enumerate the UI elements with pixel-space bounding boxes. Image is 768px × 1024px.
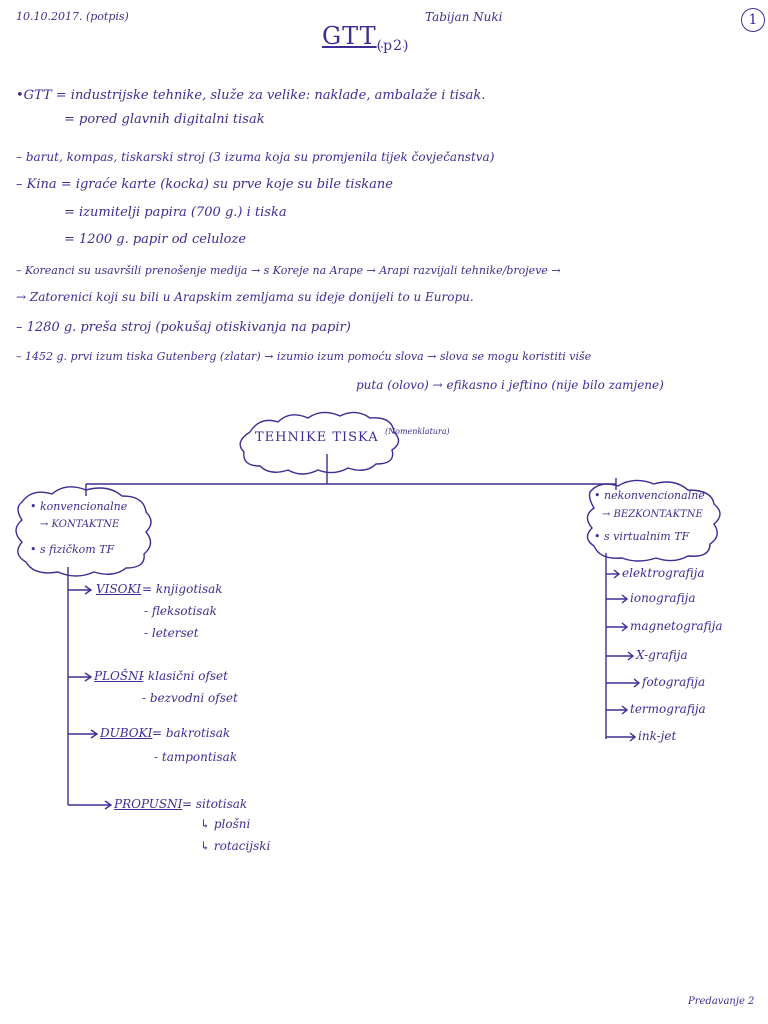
note-line: – Koreanci su usavršili prenošenje medija → s Koreje na Arape → Arapi razvijali tehnike/brojeve → [16, 264, 561, 277]
note-line: = 1200 g. papir od celuloze [64, 232, 247, 247]
group-item: - klasični ofset [140, 669, 228, 683]
group-item: ↳ rotacijski [200, 839, 271, 853]
group-label-plosni: PLOŠNI [94, 669, 144, 683]
group-item: = sitotisak [182, 797, 248, 811]
group-label-duboki: DUBOKI [100, 726, 153, 740]
note-line: → Zatorenici koji su bili u Arapskim zemljama su ideje donijeli to u Europu. [16, 290, 474, 304]
right-item: termografija [630, 702, 706, 716]
group-item: - tampontisak [154, 750, 238, 764]
footer-note: Predavanje 2 [688, 996, 755, 1007]
group-item: ↳ plošni [200, 817, 251, 831]
group-item: - leterset [144, 626, 199, 640]
right-item: ink-jet [638, 729, 677, 743]
title-sub: (p2) [376, 37, 410, 54]
right-cloud-line2: → BEZKONTAKTNE [602, 509, 703, 520]
author-name: Tabijan Nuki [425, 10, 503, 24]
group-label-visoki: VISOKI [96, 582, 142, 596]
note-line: – Kina = igraće karte (kocka) su prve koje su bile tiskane [16, 177, 393, 192]
date-note: 10.10.2017. (potpis) [16, 10, 129, 23]
right-item: fotografija [642, 675, 706, 689]
left-cloud-line1: • konvencionalne [30, 500, 128, 513]
right-item: elektrografija [622, 566, 705, 580]
right-cloud-line1: • nekonvencionalne [594, 489, 705, 502]
left-cloud-line3: • s fizičkom TF [30, 543, 115, 556]
note-line: – 1452 g. prvi izum tiska Gutenberg (zlatar) → izumio izum pomoću slova → slova se mogu koristiti više [16, 350, 592, 363]
left-cloud-line2: → KONTAKTNE [40, 519, 120, 530]
group-item: - bezvodni ofset [142, 691, 238, 705]
note-line: •GTT = industrijske tehnike, služe za velike: naklade, ambalaže i tisak. [16, 88, 486, 103]
note-line: = pored glavnih digitalni tisak [64, 112, 265, 127]
right-item: magnetografija [630, 619, 723, 633]
note-line: = izumitelji papira (700 g.) i tiska [64, 205, 287, 220]
group-item: = knjigotisak [142, 582, 223, 596]
right-cloud-line3: • s virtualnim TF [594, 530, 690, 543]
diagram-root-note: (Nomenklatura) [385, 427, 450, 436]
note-line: puta (olovo) → efikasno i jeftino (nije bilo zamjene) [356, 378, 664, 392]
right-item: ionografija [630, 591, 696, 605]
note-line: – barut, kompas, tiskarski stroj (3 izuma koja su promjenila tijek čovječanstva) [16, 150, 495, 164]
note-line: – 1280 g. preša stroj (pokušaj otiskivanja na papir) [16, 320, 351, 335]
title-main: GTT [322, 22, 377, 50]
page-number: 1 [741, 8, 765, 32]
group-item: - fleksotisak [144, 604, 217, 618]
group-item: = bakrotisak [152, 726, 231, 740]
diagram-root-label: TEHNIKE TISKA [255, 430, 379, 445]
group-label-propusni: PROPUSNI [114, 797, 183, 811]
right-item: X-grafija [636, 648, 688, 662]
